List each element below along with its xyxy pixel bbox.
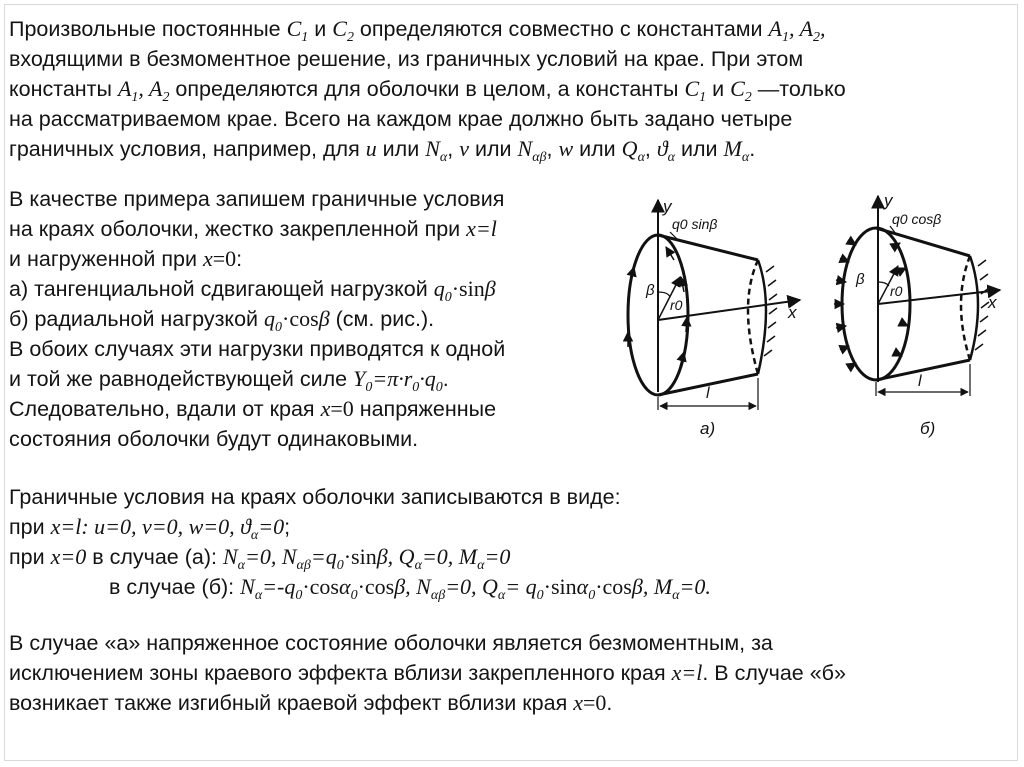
intro-line-2: входящими в безмоментное решение, из граничных условий на крае. При этом [9,47,804,71]
example-line-3: и нагруженной при x=0: [9,246,243,271]
figure-a-load-label: q0 sinβ [672,216,718,232]
intro-line-4: на рассматриваемом крае. Всего на каждом крае должно быть задано четыре [9,107,793,131]
example-paragraph [9,184,505,454]
conditions-line-1: Граничные условия на краях оболочки записываются в виде: [9,485,621,509]
figure-a-angle-label: β [646,282,655,299]
figure-b-back-edge-solid [970,256,978,360]
conclusion-paragraph [9,628,846,718]
figure-b-top-generator [876,228,970,256]
figure-b-radius-label: r0 [890,283,903,299]
figure-b-bottom-generator [876,360,970,380]
example-line-6: В обоих случаях эти нагрузки приводятся к одной [9,337,506,361]
intro-paragraph [9,14,846,164]
conditions-line-3: при x=0 в случае (а): $N_\alpha=0$, $N_{\alpha\beta}=q_0\cdot\sin\beta$, $Q_\alpha=0$, $M_\alpha=0$ [9,544,511,573]
figure-b-radial-arrows [834,240,908,368]
figure-b-x-label: x [988,293,997,312]
example-line-2: на краях оболочки, жестко закрепленной при x=l [9,216,497,241]
conclusion-line-1: В случае «а» напряженное состояние оболочки является безмоментным, за [9,631,773,655]
conditions-line-2: при x=l: u=0, v=0, w=0, $ϑ_\alpha=0$; [9,514,291,543]
figure-b-y-label: y [884,191,893,210]
example-line-7: и той же равнодействующей силе $Y_0=\pi\cdot r_0\cdot q_0$. [9,366,449,395]
figure-b-back-edge [961,256,970,360]
conclusion-line-2: исключением зоны краевого эффекта вблизи закрепленного края x=l. В случае «б» [9,660,846,685]
intro-line-3: константы $A_1$, $A_2$ определяются для оболочки в целом, а константы $C_1$ и $C_2$ —только [9,76,846,105]
intro-line-1: Произвольные постоянные $C_1$ и $C_2$ определяются совместно с константами $A_1$, $A_2$, [9,16,826,45]
conditions-paragraph [9,482,711,602]
example-line-5: б) радиальной нагрузкой $q_0\cdot\cos\beta$ (см. рис.). [9,306,435,335]
figure-a-length-label: l [706,385,710,402]
figure-b-front-edge [842,228,910,380]
figure-b-length-label: l [918,373,922,390]
conclusion-line-3: возникает также изгибный краевой эффект вблизи края x=0. [9,690,613,715]
figure-a-radius-label: r0 [670,297,683,313]
figure-a-y-label: y [663,197,672,216]
figure-a-back-edge [748,260,758,374]
figure-a-back-edge-solid [758,260,766,374]
figure-b-load-label: q0 cosβ [892,211,942,227]
intro-line-5: граничных условия, например, для u или $N_\alpha$, v или $N_{\alpha\beta}$, w или $Q_\alpha$, $ϑ_\alpha$ или $M_\alpha$. [9,136,756,165]
figure-a-caption: а) [700,419,716,438]
figure-a-x-label: x [788,303,797,322]
figure-b-caption: б) [920,419,936,438]
conditions-line-4: в случае (б): $N_\alpha=-q_0\cdot\cos\alpha_0\cdot\cos\beta$, $N_{\alpha\beta}=0$, $Q_\alpha= q_0\cdot\sin\alpha_0\cdot\cos\beta$, $M_\alpha=0$. [109,574,711,603]
figure-b-angle-label: β [856,271,865,288]
example-line-4: а) тангенциальной сдвигающей нагрузкой $q_0\cdot\sin\beta$ [9,276,496,305]
shell-figure [608,182,1008,450]
example-line-8: Следовательно, вдали от края x=0 напряженные [9,396,497,421]
figure-a-angle-arc [658,292,670,297]
example-line-9: состояния оболочки будут одинаковыми. [9,427,419,451]
example-line-1: В качестве примера запишем граничные условия [9,187,505,211]
